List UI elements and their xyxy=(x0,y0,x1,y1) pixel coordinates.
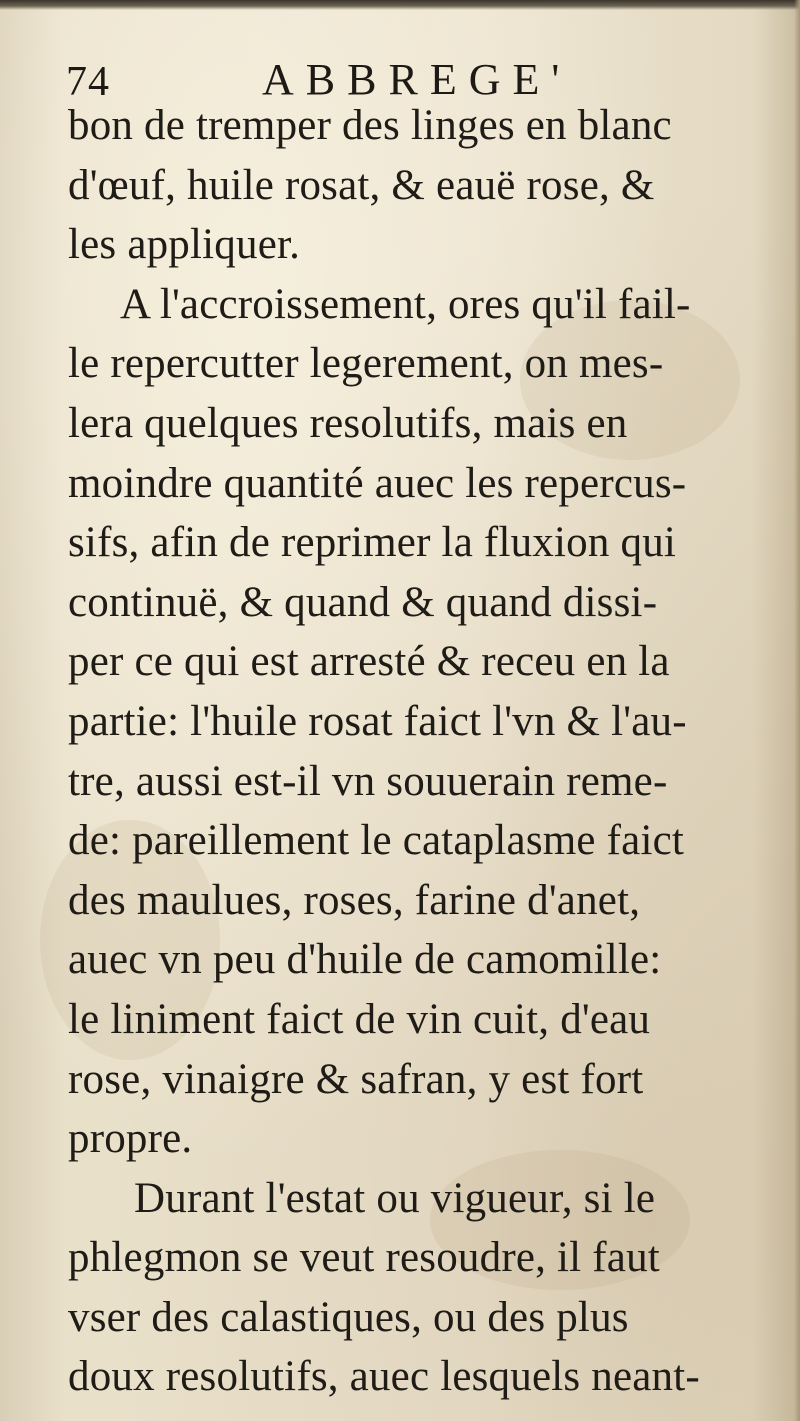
text-line: doux resolutifs, auec lesquels neant- xyxy=(68,1353,700,1401)
text-line: rose, vinaigre & safran, y est fort xyxy=(68,1055,644,1103)
running-head: ABBREGE' xyxy=(262,55,572,104)
text-line: per ce qui est arresté & receu en la xyxy=(68,638,670,686)
text-line: propre. xyxy=(68,1115,193,1163)
text-line: phlegmon se veut resoudre, il faut xyxy=(68,1234,660,1282)
text-line: d'œuf, huile rosat, & eauë rose, & xyxy=(68,161,655,209)
text-line: le repercutter legerement, on mes- xyxy=(68,340,664,388)
text-line: auec vn peu d'huile de camomille: xyxy=(68,936,662,984)
text-line: vser des calastiques, ou des plus xyxy=(68,1293,629,1341)
text-line: de: pareillement le cataplasme faict xyxy=(68,817,685,865)
text-line: continuë, & quand & quand dissi- xyxy=(68,578,658,626)
page-right-edge xyxy=(794,0,800,1421)
paragraph-start-line: A l'accroissement, ores qu'il fail- xyxy=(120,280,691,328)
text-line: bon de tremper des linges en blanc xyxy=(68,102,672,149)
text-line: des maulues, roses, farine d'anet, xyxy=(68,876,641,924)
paragraph-start-line: Durant l'estat ou vigueur, si le xyxy=(134,1174,656,1222)
body-text xyxy=(68,96,758,1407)
text-line: le liniment faict de vin cuit, d'eau xyxy=(68,995,651,1043)
page-number: 74 xyxy=(66,59,110,105)
text-line: sifs, afin de reprimer la fluxion qui xyxy=(68,519,677,567)
text-line: partie: l'huile rosat faict l'vn & l'au- xyxy=(68,697,687,745)
text-line: moindre quantité auec les repercus- xyxy=(68,459,687,507)
text-line: lera quelques resolutifs, mais en xyxy=(68,399,628,447)
text-line: les appliquer. xyxy=(68,221,301,269)
page-top-edge xyxy=(0,0,800,10)
text-line: tre, aussi est-il vn souuerain reme- xyxy=(68,757,668,805)
